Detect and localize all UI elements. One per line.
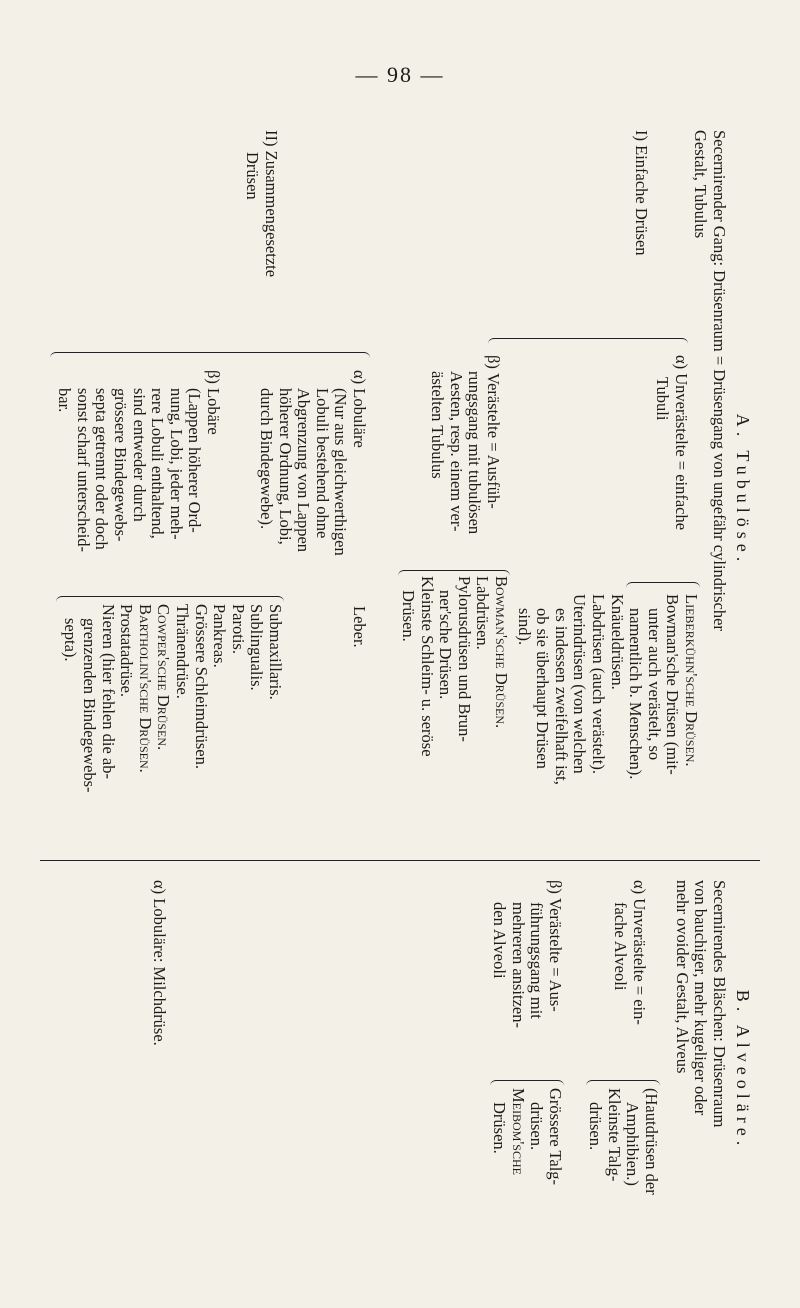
I-beta-description [428,355,502,534]
desc-line: durch Bindegewebe). [257,388,277,530]
desc-line: den Alveoli [490,902,510,979]
desc-line: bar. [55,388,75,413]
example-line: unter auch verästelt, so [644,608,664,761]
example-line: Kleinste Schleim- u. seröse [417,576,437,757]
section-b-intro [672,880,728,1127]
page-number: — 98 — [355,62,445,87]
desc-line: höherer Ordnung, Lobi, [275,388,295,545]
example-line: Amphibien.) [623,1102,643,1186]
desc-line: Lobuli bestehend ohne [312,388,332,539]
II-alpha-examples: Leber. [350,606,369,648]
brace [488,338,688,349]
section-b-heading: B. Alveoläre. [733,989,753,1151]
desc-line: ästelten Tubulus [428,371,448,479]
I-alpha-examples [514,594,700,785]
example-line: Kleinste Talg- [604,1088,624,1182]
II-beta-description [55,370,222,552]
desc-line: sonst scharf unterscheid- [73,388,93,553]
desc-line: führungsgang mit [527,902,547,1019]
II-alpha-description [256,370,368,556]
example-line: Bowman'sche Drüsen (mit- [663,594,683,775]
rotated-table [40,120,760,1280]
desc-line: fache Alveoli [611,902,631,991]
example-line: Labdrüsen (auch verästelt). [589,594,609,775]
desc-line: septa getrennt oder doch [92,388,112,550]
example-line: Knäueldrüsen. [607,594,627,690]
desc-line: α) Unverästelte = ein- [630,880,649,1025]
intro-line: mehr ovoider Gestalt, Alveus [672,880,692,1074]
example-line: Nieren (hier fehlen die ab- [98,604,118,779]
desc-line: rere Lobuli enthaltend, [148,388,168,539]
desc-line: nung, Lobi, jeder meh- [166,388,186,540]
example-line: Bartholini'sche Drüsen. [135,604,155,773]
example-line: Labdrüsen. [473,576,493,650]
B-alpha-examples [586,1088,660,1195]
brace [50,352,370,363]
brace [626,582,700,591]
intro-line: Secernirender Gang: Drüsenraum = Drüsengang von ungefähr cylindrischer [710,130,729,631]
example-line: Uterindrüsen (von welchen [570,594,590,774]
I-beta-examples [398,576,510,757]
example-line: Grössere Talg- [546,1088,565,1186]
desc-line: α) Unverästelte = einfache [672,355,691,531]
example-line: Parotis. [228,604,248,654]
example-line: Cowper'sche Drüsen. [154,604,174,751]
desc-line: β) Verästelte = Ausfüh- [484,355,503,509]
column-divider [40,860,760,861]
example-line: Meibom'sche [508,1088,528,1175]
group-I-label: I) Einfache Drüsen [632,130,651,256]
example-line: ner'sche Drüsen. [436,590,456,700]
example-line: Sublingualis. [247,604,267,691]
example-line: Drüsen. [490,1102,510,1154]
intro-line: Secernirendes Bläschen: Drüsenraum [710,880,729,1128]
example-line: drüsen. [586,1102,606,1151]
section-a-heading: A. Tubulöse. [733,413,753,567]
intro-line: von bauchiger, mehr kugeliger oder [691,880,711,1116]
desc-line: α) Lobuläre [350,370,369,448]
desc-line: mehreren ansitzen- [508,902,528,1028]
label-line: II) Zusammengesetzte [262,130,281,278]
B-beta-examples [490,1088,564,1185]
example-line: drüsen. [527,1102,547,1151]
example-line: septa). [61,618,81,662]
example-line: Submaxillaris. [266,604,285,700]
group-II-label [243,130,280,277]
example-line: es indessen zweifelhaft ist, [551,608,571,785]
desc-line: (Nur aus gleichwerthigen [331,388,351,556]
I-alpha-description [653,355,690,530]
example-line: sind). [514,608,534,646]
desc-line: β) Verästelte = Aus- [546,880,565,1012]
example-line: namentlich b. Menschen). [626,608,646,780]
desc-line: sind entweder durch [129,388,149,522]
example-line: Pankreas. [210,604,230,668]
desc-line: Aesten, resp. einem ver- [446,371,466,532]
example-line: Grössere Schleimdrüsen. [191,604,211,769]
B-beta-description [490,880,564,1028]
intro-line: Gestalt, Tubulus [691,130,711,239]
desc-line: grössere Bindegewebs- [111,388,131,542]
example-line: Prostatadrüse. [117,604,137,698]
example-line: (Hautdrüsen der [642,1088,661,1195]
desc-line: β) Lobäre [204,370,223,435]
desc-line: Abgrenzung von Lappen [294,388,314,553]
desc-line: Tubuli [653,377,673,421]
example-line: Thränendrüse. [173,604,193,699]
desc-line: (Lappen höherer Ord- [185,388,205,533]
label-line: Drüsen [243,152,263,200]
B-II-alpha: α) Lobuläre: Milchdrüse. [150,880,169,1046]
section-a-intro [691,130,728,631]
example-line: Lieberkühn'sche Drüsen. [682,594,701,767]
example-line: ob sie überhaupt Drüsen [533,608,553,769]
example-line: Pylorusdrüsen und Brun- [454,576,474,742]
example-line: grenzenden Bindegewebs- [80,618,100,793]
example-line: Drüsen. [399,590,419,642]
example-line: Bowman'sche Drüsen. [492,576,511,729]
desc-line: rungsgang mit tubulösen [465,371,485,535]
B-alpha-description [611,880,648,1025]
II-beta-examples [61,604,284,793]
